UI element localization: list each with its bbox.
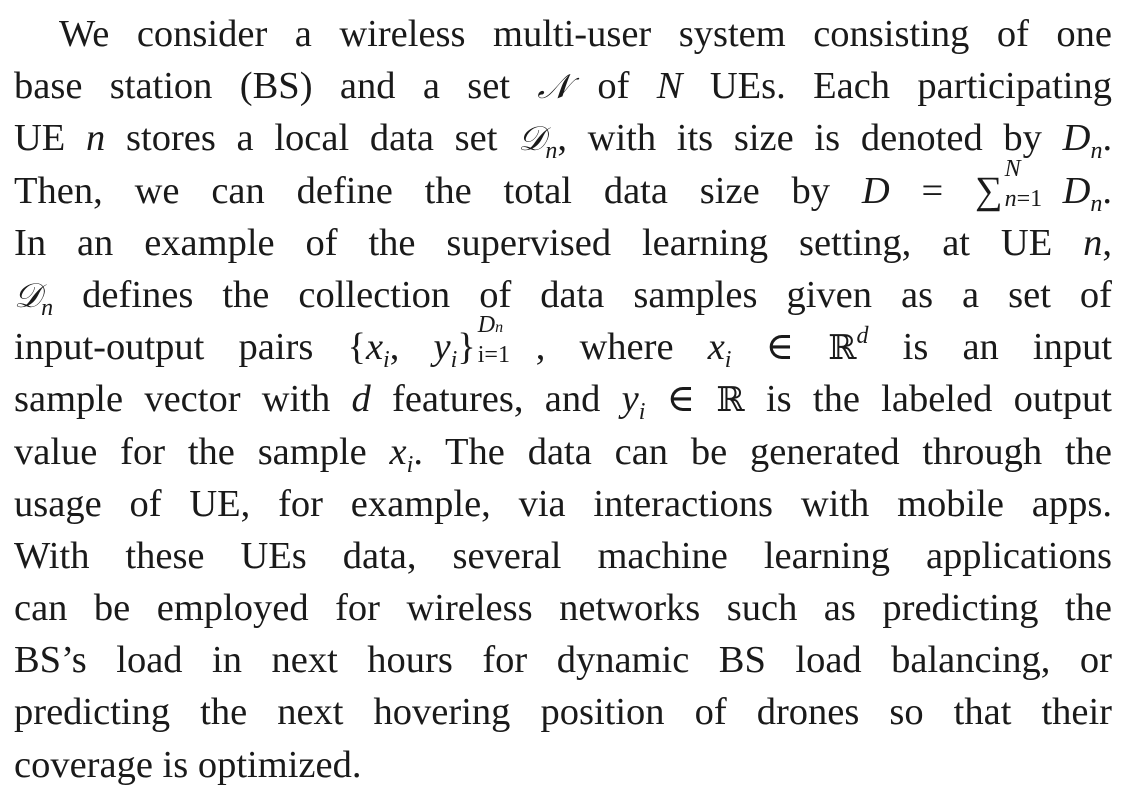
text-line-15: coverage is optimized. xyxy=(14,743,362,786)
text-line-5: In an example of the supervised learning setting, at UE n, xyxy=(14,221,1112,264)
text-line-12: can be employed for wireless networks such as predicting the xyxy=(14,587,1112,630)
text-line-3: UE n stores a local data set 𝒟$_n$, with its size is denoted by $D_n$. xyxy=(14,117,1113,165)
text-line-10: usage of UE, for example, via interactions with mobile apps. xyxy=(14,482,1112,525)
text-line-2: base station (BS) and a set 𝒩 of N UEs. Each participating xyxy=(14,65,1112,108)
text-line-1: We consider a wireless multi-user system consisting of one xyxy=(59,13,1112,55)
text-line-13: BS’s load in next hours for dynamic BS load balancing, or xyxy=(14,639,1112,682)
text-line-14: predicting the next hovering position of drones so that their xyxy=(14,691,1112,734)
text-line-6: 𝒟$_n$ defines the collection of data samples given as a set of xyxy=(14,273,1112,321)
text-line-8: sample vector with d features, and $y_i$ ∈ ℝ is the labeled output xyxy=(14,378,1112,426)
text-line-11: With these UEs data, several machine learning applications xyxy=(14,534,1112,577)
paragraph xyxy=(14,8,1112,791)
text-line-9: value for the sample $x_i$. The data can be generated through the xyxy=(14,430,1112,478)
text-line-4: Then, we can define the total data size by D = ∑ N n=1 $D_n$. xyxy=(14,155,1113,217)
text-line-7: input-output pairs {$x_i$, $y_i$} Dn i=1 , where $x_i$ ∈ ℝ$^d$ is an input xyxy=(14,312,1113,374)
math-N: N xyxy=(656,65,683,108)
math-sum: ∑ xyxy=(975,169,1003,212)
math-set-n: 𝒩 xyxy=(537,67,570,108)
math-dataset: 𝒟 xyxy=(518,119,546,160)
